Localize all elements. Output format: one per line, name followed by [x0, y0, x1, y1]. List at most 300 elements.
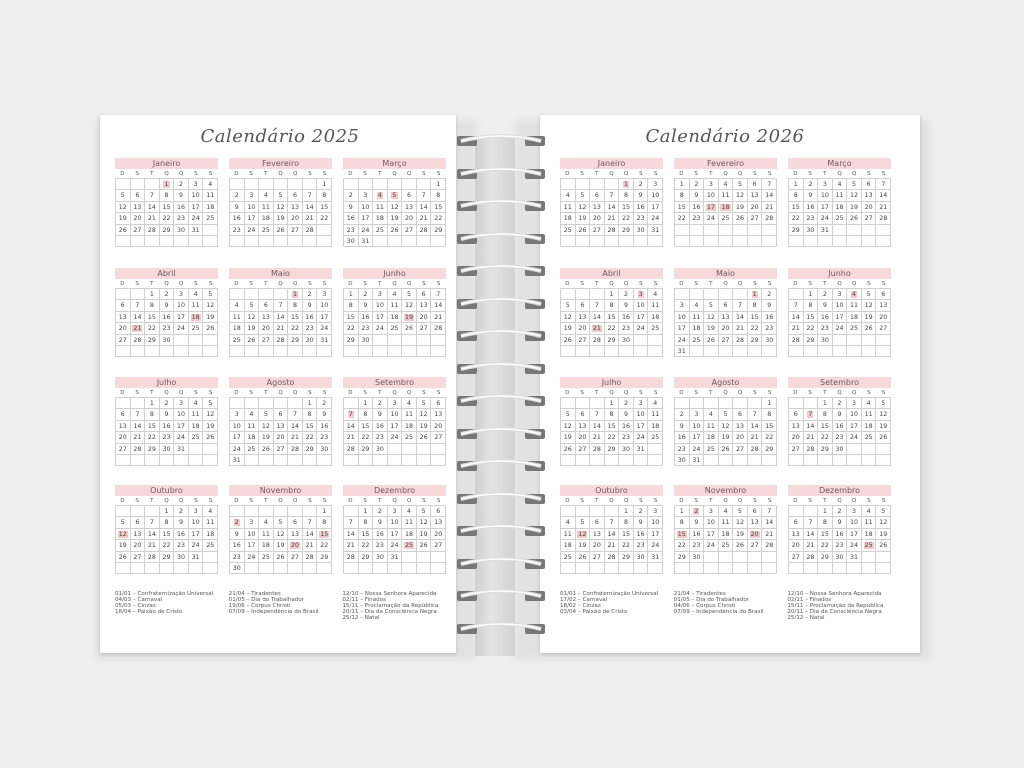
weekday-header [788, 496, 891, 505]
day-cell: 8 [804, 300, 819, 311]
day-cell: 18 [704, 432, 719, 443]
day-cell: 31 [317, 335, 332, 346]
weekday-label: S [249, 498, 253, 504]
day-cell: 22 [160, 540, 175, 551]
day-cell: 23 [303, 323, 318, 334]
day-cell: 28 [876, 213, 891, 224]
day-cell: 14 [303, 529, 318, 540]
day-cell [690, 289, 705, 300]
day-cell [288, 563, 303, 574]
day-cell: 28 [145, 225, 160, 236]
day-cell: 29 [789, 225, 804, 236]
day-cell: 8 [818, 517, 833, 528]
day-cell [402, 335, 417, 346]
day-cell [259, 236, 274, 247]
day-cell: 15 [160, 529, 175, 540]
day-cell: 23 [690, 213, 705, 224]
day-cell [431, 346, 446, 357]
day-grid [229, 397, 332, 466]
weekday-label: T [378, 498, 382, 504]
day-cell: 11 [373, 202, 388, 213]
holiday-item: 02/11 – Finados [787, 597, 832, 603]
day-cell: 25 [561, 225, 576, 236]
day-cell: 1 [605, 398, 620, 409]
day-cell: 20 [576, 323, 591, 334]
day-cell: 14 [804, 421, 819, 432]
day-cell [431, 552, 446, 563]
day-cell: 24 [704, 540, 719, 551]
day-cell: 16 [818, 312, 833, 323]
day-cell: 24 [818, 213, 833, 224]
day-cell [373, 563, 388, 574]
day-cell: 12 [876, 409, 891, 420]
day-cell [359, 455, 374, 466]
day-cell: 19 [417, 529, 432, 540]
day-cell: 5 [733, 506, 748, 517]
holiday-item: 04/06 – Corpus Christi [673, 603, 736, 609]
day-cell: 25 [719, 213, 734, 224]
day-cell: 6 [116, 409, 131, 420]
day-cell: 13 [116, 312, 131, 323]
weekday-label: D [793, 390, 798, 396]
day-cell: 30 [675, 455, 690, 466]
day-cell: 9 [230, 202, 245, 213]
day-cell [876, 335, 891, 346]
day-cell: 6 [733, 409, 748, 420]
spiral-ring [455, 296, 537, 309]
day-cell: 17 [245, 540, 260, 551]
spiral-ring [455, 621, 537, 634]
day-cell [388, 236, 403, 247]
day-grid [343, 288, 446, 357]
day-cell: 13 [274, 421, 289, 432]
day-cell [876, 563, 891, 574]
weekday-label: D [679, 281, 684, 287]
day-cell [203, 444, 218, 455]
spiral-ring [455, 328, 537, 341]
day-cell [862, 563, 877, 574]
day-cell [590, 179, 605, 190]
day-cell: 13 [590, 529, 605, 540]
day-cell: 23 [818, 323, 833, 334]
weekday-label: D [234, 498, 239, 504]
weekday-label: Q [293, 498, 298, 504]
day-grid [788, 397, 891, 466]
day-cell: 6 [576, 409, 591, 420]
day-cell: 21 [876, 202, 891, 213]
weekday-label: D [348, 281, 353, 287]
weekday-label: Q [837, 498, 842, 504]
day-cell [116, 179, 131, 190]
weekday-label: T [150, 171, 154, 177]
day-cell: 29 [359, 444, 374, 455]
day-cell [576, 563, 591, 574]
day-cell: 8 [317, 517, 332, 528]
day-cell: 21 [748, 432, 763, 443]
day-cell: 23 [762, 323, 777, 334]
day-cell: 21 [431, 312, 446, 323]
day-cell [590, 398, 605, 409]
day-cell: 18 [833, 202, 848, 213]
day-cell: 4 [388, 289, 403, 300]
day-cell: 18 [690, 323, 705, 334]
weekday-label: S [194, 171, 198, 177]
weekday-label: T [264, 171, 268, 177]
weekday-label: S [194, 281, 198, 287]
weekday-label: Q [392, 498, 397, 504]
weekday-label: Q [738, 281, 743, 287]
day-cell: 1 [818, 398, 833, 409]
day-cell [719, 552, 734, 563]
day-cell: 23 [373, 432, 388, 443]
day-cell [876, 455, 891, 466]
weekday-label: T [709, 498, 713, 504]
month-junho [788, 268, 891, 357]
weekday-label: T [378, 281, 382, 287]
weekday-label: S [322, 281, 327, 287]
weekday-label: S [653, 390, 658, 396]
day-cell [619, 563, 634, 574]
day-cell [704, 455, 719, 466]
month-name: Dezembro [343, 485, 446, 496]
day-cell: 8 [317, 190, 332, 201]
day-cell: 12 [862, 300, 877, 311]
day-cell: 13 [116, 421, 131, 432]
day-cell [833, 225, 848, 236]
month-fevereiro [229, 158, 332, 247]
day-cell [160, 455, 175, 466]
day-cell: 8 [619, 190, 634, 201]
day-cell: 15 [160, 202, 175, 213]
day-cell: 14 [762, 190, 777, 201]
day-cell: 10 [634, 300, 649, 311]
day-cell: 11 [402, 409, 417, 420]
day-cell: 28 [145, 552, 160, 563]
day-cell [116, 506, 131, 517]
weekday-label: D [679, 390, 684, 396]
day-cell: 28 [274, 335, 289, 346]
day-cell: 14 [344, 421, 359, 432]
day-cell [876, 236, 891, 247]
day-grid [560, 178, 663, 247]
day-cell [245, 455, 260, 466]
holiday-item: 18/02 – Cinzas [560, 603, 601, 609]
day-cell [359, 179, 374, 190]
day-cell: 8 [818, 409, 833, 420]
month-name: Maio [229, 268, 332, 279]
day-cell: 6 [402, 190, 417, 201]
weekday-label: T [595, 498, 599, 504]
day-cell: 20 [288, 540, 303, 551]
day-cell [576, 179, 591, 190]
day-cell: 12 [719, 421, 734, 432]
weekday-label: S [867, 390, 871, 396]
month-janeiro [560, 158, 663, 247]
day-cell [373, 335, 388, 346]
day-cell [317, 563, 332, 574]
day-cell: 4 [373, 190, 388, 201]
month-name: Julho [115, 377, 218, 388]
day-cell: 3 [388, 398, 403, 409]
day-cell: 14 [288, 421, 303, 432]
day-cell: 19 [876, 529, 891, 540]
day-cell [862, 346, 877, 357]
day-cell: 28 [762, 213, 777, 224]
day-cell: 10 [847, 409, 862, 420]
month-abril [115, 268, 218, 357]
day-cell: 19 [561, 432, 576, 443]
day-cell: 2 [690, 506, 705, 517]
month-name: Setembro [343, 377, 446, 388]
day-cell: 3 [317, 289, 332, 300]
day-cell: 6 [417, 289, 432, 300]
day-cell: 19 [704, 323, 719, 334]
day-cell [847, 455, 862, 466]
day-cell: 2 [230, 190, 245, 201]
day-cell: 12 [847, 190, 862, 201]
day-cell: 22 [431, 213, 446, 224]
day-cell: 13 [131, 202, 146, 213]
day-cell: 11 [203, 517, 218, 528]
day-cell: 1 [431, 179, 446, 190]
day-cell [605, 563, 620, 574]
spiral-ring [455, 361, 537, 374]
day-cell [245, 289, 260, 300]
day-cell: 17 [174, 421, 189, 432]
day-cell [344, 398, 359, 409]
day-cell: 27 [288, 552, 303, 563]
weekday-header [560, 388, 663, 397]
day-cell [733, 236, 748, 247]
weekday-label: S [208, 390, 213, 396]
day-cell: 1 [160, 506, 175, 517]
day-cell [748, 225, 763, 236]
day-cell: 12 [116, 202, 131, 213]
day-grid [788, 178, 891, 247]
day-cell [388, 455, 403, 466]
day-cell: 24 [174, 323, 189, 334]
day-cell: 21 [131, 432, 146, 443]
weekday-label: S [308, 498, 312, 504]
weekday-label: S [881, 281, 886, 287]
holiday-column [342, 591, 450, 621]
day-cell: 13 [862, 190, 877, 201]
day-cell: 25 [373, 225, 388, 236]
day-cell [431, 444, 446, 455]
day-cell [590, 289, 605, 300]
day-cell: 18 [259, 540, 274, 551]
day-cell: 27 [431, 540, 446, 551]
day-cell: 15 [789, 202, 804, 213]
day-cell [733, 398, 748, 409]
weekday-label: S [135, 390, 139, 396]
day-cell: 2 [230, 517, 245, 528]
day-cell: 24 [317, 323, 332, 334]
weekday-label: S [208, 281, 213, 287]
day-cell [576, 398, 591, 409]
day-cell [748, 236, 763, 247]
day-cell: 22 [818, 432, 833, 443]
month-agosto [229, 377, 332, 466]
day-cell [402, 346, 417, 357]
day-cell [388, 563, 403, 574]
day-cell: 29 [748, 335, 763, 346]
day-cell [833, 455, 848, 466]
day-cell: 15 [762, 421, 777, 432]
day-cell: 16 [634, 529, 649, 540]
day-cell: 19 [847, 202, 862, 213]
day-cell: 21 [417, 213, 432, 224]
day-cell: 23 [675, 444, 690, 455]
weekday-label: Q [179, 390, 184, 396]
weekday-label: S [639, 498, 643, 504]
day-cell: 20 [288, 213, 303, 224]
day-cell: 15 [675, 202, 690, 213]
day-cell [862, 552, 877, 563]
day-cell: 24 [373, 323, 388, 334]
day-cell [116, 563, 131, 574]
day-cell: 11 [862, 517, 877, 528]
day-cell: 9 [373, 517, 388, 528]
weekday-label: T [709, 281, 713, 287]
day-cell: 27 [116, 335, 131, 346]
day-cell [344, 346, 359, 357]
day-cell: 1 [762, 398, 777, 409]
day-cell: 18 [561, 213, 576, 224]
holiday-list-2025 [115, 591, 450, 621]
day-cell: 15 [288, 312, 303, 323]
day-cell: 15 [619, 202, 634, 213]
month-abril [560, 268, 663, 357]
weekday-header [229, 496, 332, 505]
weekday-header [343, 496, 446, 505]
weekday-label: D [120, 498, 125, 504]
day-cell: 4 [648, 289, 663, 300]
day-cell: 5 [704, 300, 719, 311]
day-cell [116, 346, 131, 357]
day-cell [160, 346, 175, 357]
day-cell: 9 [634, 517, 649, 528]
day-cell: 3 [245, 190, 260, 201]
day-cell [303, 236, 318, 247]
day-cell: 20 [116, 323, 131, 334]
spiral-ring [455, 231, 537, 244]
day-cell: 11 [561, 529, 576, 540]
day-cell: 17 [189, 202, 204, 213]
weekday-header [788, 388, 891, 397]
weekday-label: D [120, 390, 125, 396]
weekday-label: S [694, 390, 698, 396]
day-cell: 31 [648, 225, 663, 236]
day-cell: 12 [733, 190, 748, 201]
day-cell [131, 506, 146, 517]
weekday-label: S [753, 390, 757, 396]
day-cell: 5 [876, 398, 891, 409]
day-cell: 27 [876, 323, 891, 334]
day-cell: 10 [317, 300, 332, 311]
day-cell: 6 [131, 517, 146, 528]
day-cell [619, 455, 634, 466]
day-cell [145, 506, 160, 517]
day-cell: 21 [762, 529, 777, 540]
day-cell: 26 [417, 540, 432, 551]
day-cell [862, 444, 877, 455]
day-cell [116, 289, 131, 300]
day-cell: 20 [131, 540, 146, 551]
day-cell [116, 455, 131, 466]
weekday-label: Q [278, 498, 283, 504]
day-cell: 17 [690, 432, 705, 443]
day-cell: 5 [862, 289, 877, 300]
day-cell: 22 [317, 540, 332, 551]
day-cell: 1 [619, 179, 634, 190]
day-cell: 30 [619, 335, 634, 346]
day-cell [230, 179, 245, 190]
month-name: Março [343, 158, 446, 169]
day-cell [634, 236, 649, 247]
day-cell: 25 [847, 323, 862, 334]
day-cell [245, 398, 260, 409]
day-cell [605, 236, 620, 247]
day-cell: 9 [818, 300, 833, 311]
day-cell: 24 [704, 213, 719, 224]
day-cell: 3 [704, 506, 719, 517]
day-cell: 4 [561, 517, 576, 528]
day-cell: 8 [619, 517, 634, 528]
day-cell: 1 [288, 289, 303, 300]
day-cell: 31 [230, 455, 245, 466]
day-cell [344, 506, 359, 517]
day-cell: 17 [704, 529, 719, 540]
weekday-label: T [823, 390, 827, 396]
day-cell [417, 179, 432, 190]
day-cell: 23 [230, 552, 245, 563]
day-cell [733, 455, 748, 466]
day-cell [174, 346, 189, 357]
weekday-label: D [234, 281, 239, 287]
day-cell: 20 [748, 529, 763, 540]
weekday-label: S [135, 171, 139, 177]
day-cell [359, 346, 374, 357]
day-cell: 12 [733, 517, 748, 528]
day-cell: 6 [431, 398, 446, 409]
holiday-column [115, 591, 223, 621]
day-cell: 11 [189, 300, 204, 311]
day-cell [116, 398, 131, 409]
day-cell: 27 [417, 323, 432, 334]
day-cell: 6 [719, 300, 734, 311]
day-cell [876, 225, 891, 236]
day-cell: 25 [245, 444, 260, 455]
day-cell [675, 225, 690, 236]
day-cell: 3 [634, 398, 649, 409]
day-cell: 24 [690, 444, 705, 455]
day-cell: 25 [648, 323, 663, 334]
day-cell: 22 [675, 540, 690, 551]
day-cell: 18 [189, 312, 204, 323]
day-cell: 4 [259, 190, 274, 201]
weekday-label: S [808, 171, 812, 177]
day-cell: 14 [431, 300, 446, 311]
day-cell: 12 [203, 409, 218, 420]
day-cell: 24 [174, 432, 189, 443]
weekday-label: S [867, 171, 871, 177]
weekday-label: Q [624, 498, 629, 504]
day-cell: 16 [619, 421, 634, 432]
day-cell [145, 346, 160, 357]
day-cell [230, 398, 245, 409]
day-cell: 29 [288, 335, 303, 346]
